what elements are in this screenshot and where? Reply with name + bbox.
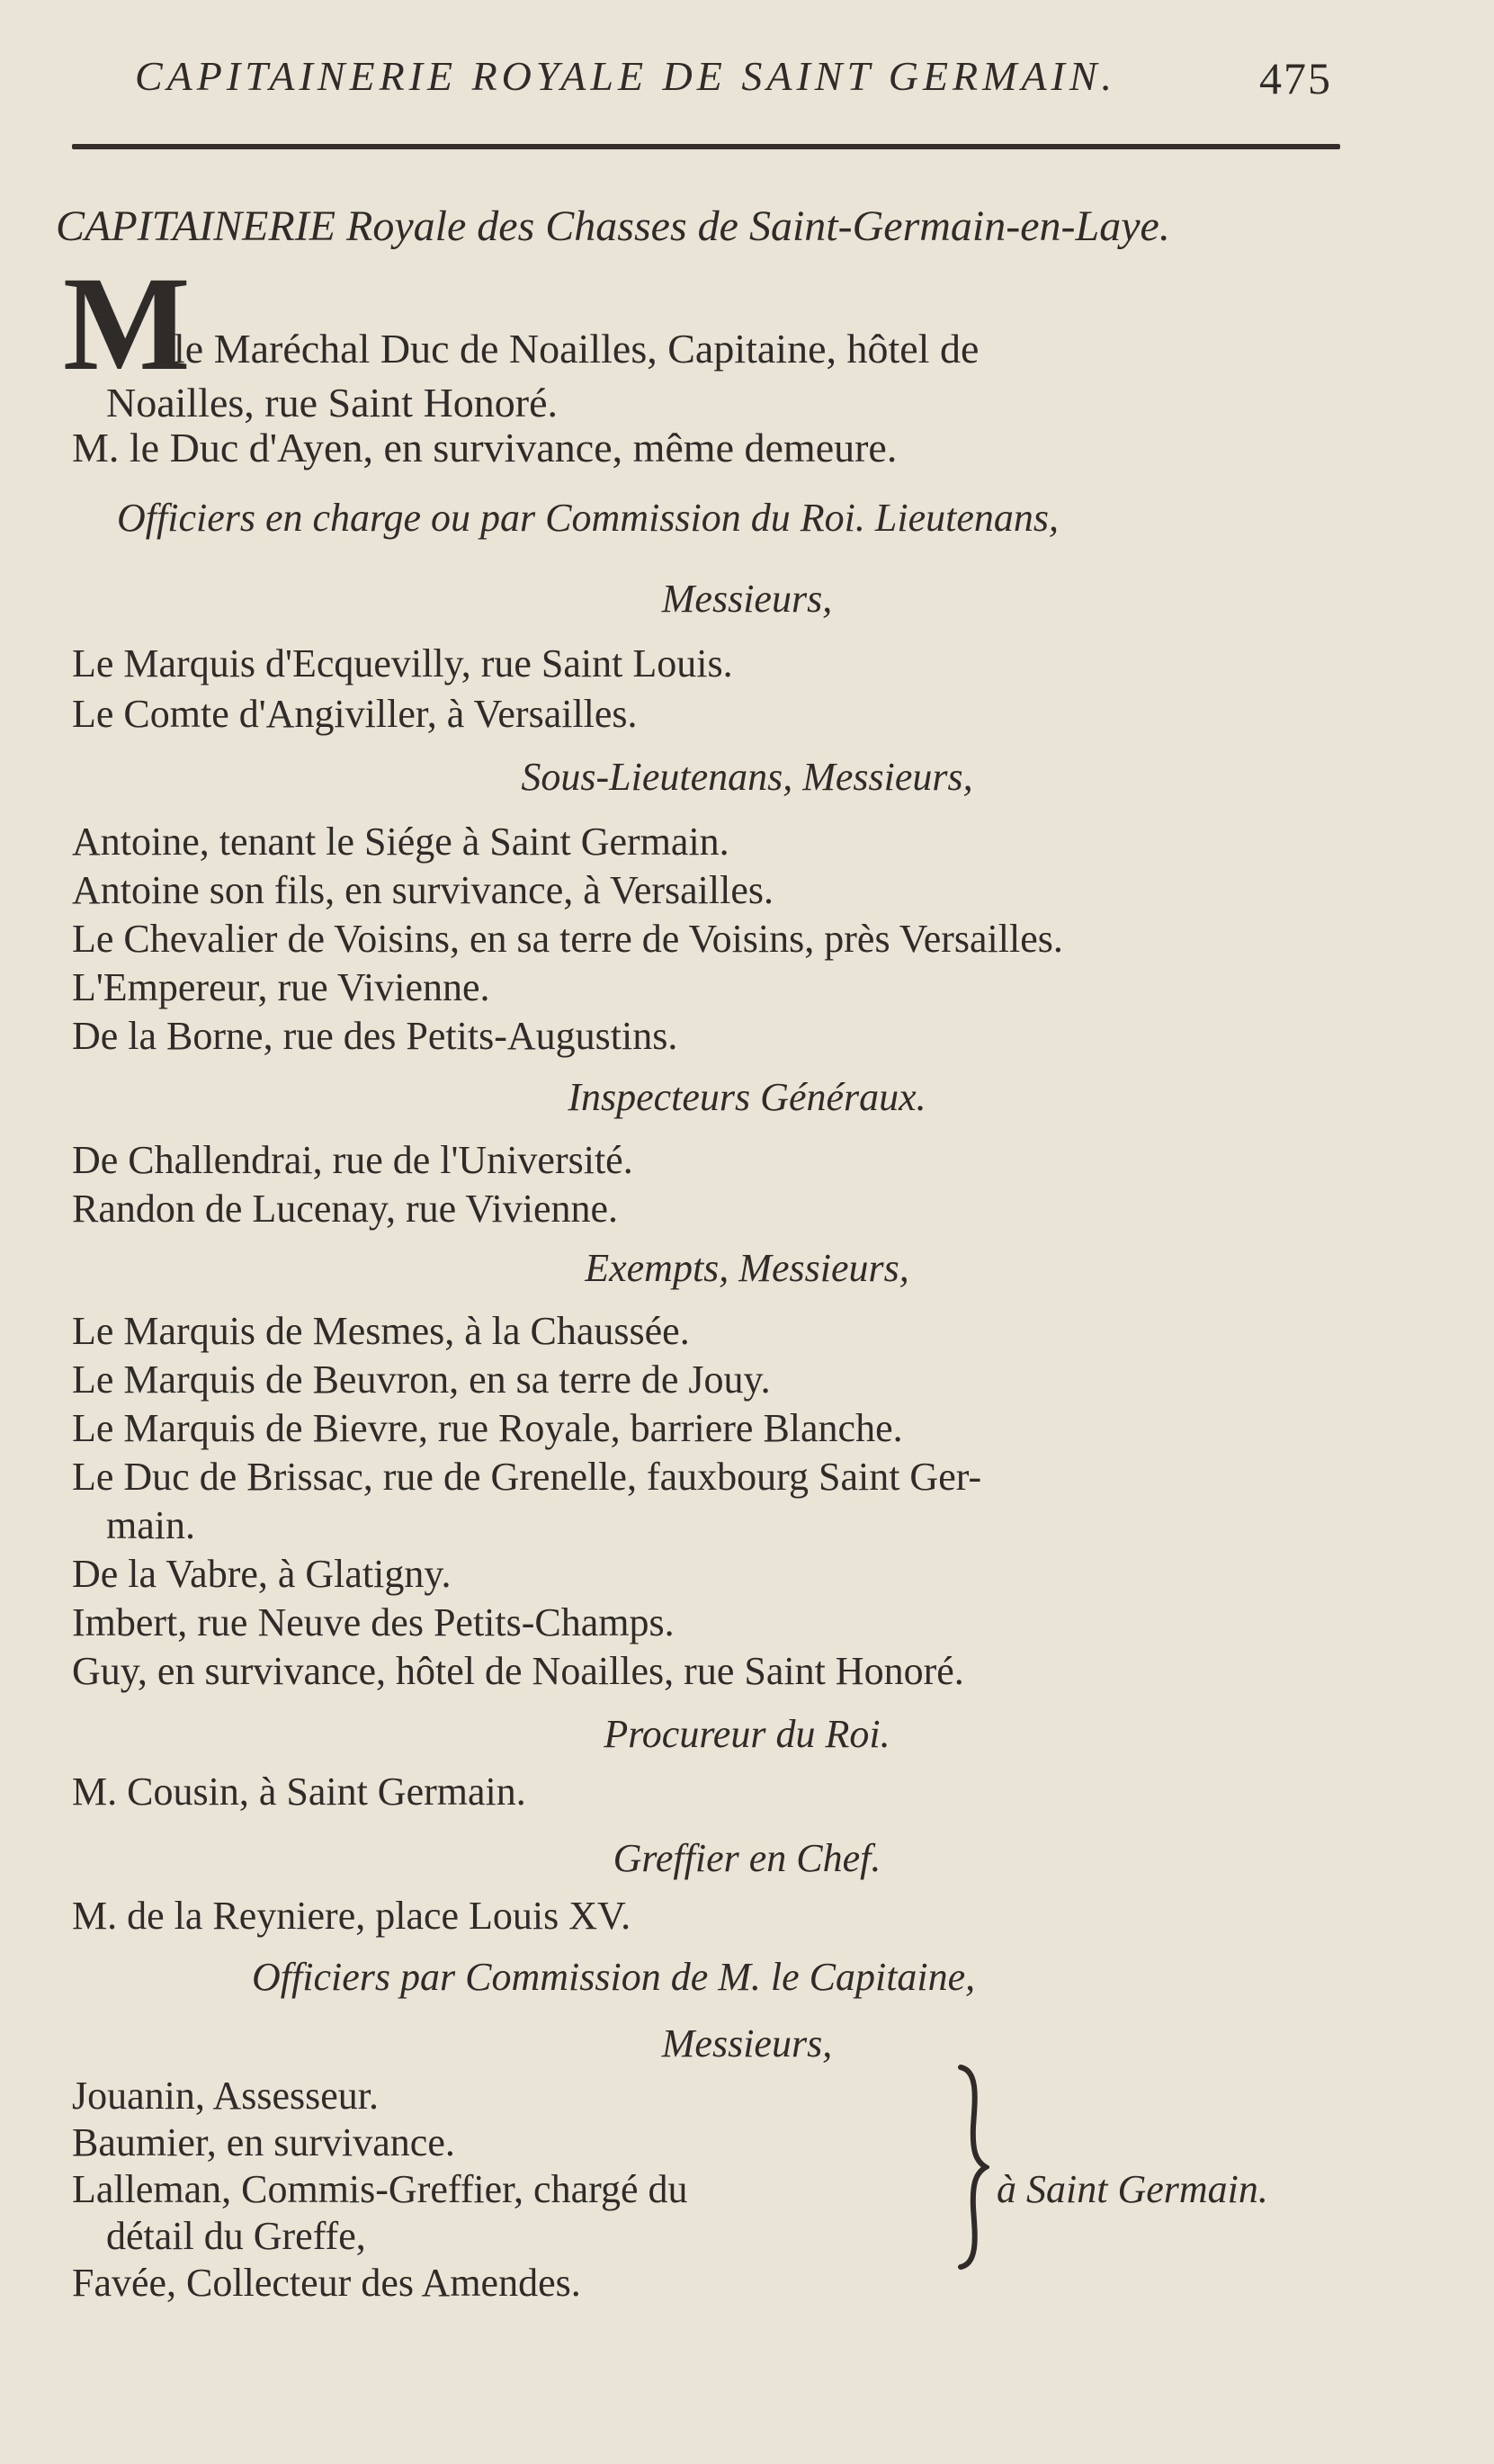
capitaine-line-1: . le Maréchal Duc de Noailles, Capitaine, hôtel de [153, 326, 980, 372]
exempt-item: Le Marquis de Mesmes, à la Chaussée. [72, 1309, 690, 1353]
messieurs-heading: Messieurs, [661, 577, 833, 621]
officiers-heading: Officiers en charge ou par Commission du Roi. Lieutenans, [117, 496, 1059, 540]
sous-lieutenant-item: Antoine, tenant le Siége à Saint Germain. [72, 820, 729, 864]
brace-label: à Saint Germain. [997, 2167, 1268, 2211]
header-rule [72, 144, 1340, 149]
sous-lieutenant-item: Antoine son fils, en survivance, à Versailles. [72, 868, 774, 912]
officier-item: Favée, Collecteur des Amendes. [72, 2261, 581, 2305]
sous-lieutenant-item: Le Chevalier de Voisins, en sa terre de Voisins, près Versailles. [72, 917, 1063, 961]
capitaine-officiers-heading: Officiers par Commission de M. le Capitaine, [252, 1955, 976, 1999]
capitaine-survivance: M. le Duc d'Ayen, en survivance, même demeure. [72, 425, 898, 470]
messieurs-heading-2: Messieurs, [661, 2021, 833, 2065]
exempts-heading: Exempts, Messieurs, [585, 1246, 909, 1290]
inspecteur-item: Randon de Lucenay, rue Vivienne. [72, 1187, 619, 1231]
capitaine-line-2: Noailles, rue Saint Honoré. [106, 380, 559, 426]
exempt-item: Le Marquis de Bievre, rue Royale, barriere Blanche. [72, 1406, 903, 1450]
procureur-heading: Procureur du Roi. [604, 1712, 890, 1756]
exempt-item: Le Marquis de Beuvron, en sa terre de Jouy. [72, 1357, 771, 1402]
greffier-item: M. de la Reyniere, place Louis XV. [72, 1894, 631, 1938]
right-brace-icon [955, 2064, 989, 2271]
lieutenant-item: Le Comte d'Angiviller, à Versailles. [72, 692, 638, 736]
page-number: 475 [1259, 53, 1332, 103]
inspecteurs-heading: Inspecteurs Généraux. [568, 1075, 926, 1119]
section-title: CAPITAINERIE Royale des Chasses de Saint-Germain-en-Laye. [56, 202, 1170, 250]
officier-item: Jouanin, Assesseur. [72, 2074, 379, 2118]
sous-lieutenant-item: L'Empereur, rue Vivienne. [72, 965, 490, 1009]
inspecteur-item: De Challendrai, rue de l'Université. [72, 1138, 633, 1182]
running-head: CAPITAINERIE ROYALE DE SAINT GERMAIN. [135, 53, 1117, 99]
drop-cap: M [63, 249, 191, 399]
exempt-item: De la Vabre, à Glatigny. [72, 1552, 452, 1596]
exempt-item-continuation: main. [106, 1503, 195, 1547]
lieutenant-item: Le Marquis d'Ecquevilly, rue Saint Louis. [72, 641, 733, 685]
officier-item-continuation: détail du Greffe, [106, 2214, 366, 2258]
exempt-item: Guy, en survivance, hôtel de Noailles, rue Saint Honoré. [72, 1649, 964, 1693]
procureur-item: M. Cousin, à Saint Germain. [72, 1770, 526, 1814]
officier-item: Baumier, en survivance. [72, 2120, 455, 2164]
greffier-heading: Greffier en Chef. [613, 1836, 881, 1880]
sous-lieutenans-heading: Sous-Lieutenans, Messieurs, [521, 755, 973, 799]
officier-item: Lalleman, Commis-Greffier, chargé du [72, 2167, 688, 2211]
exempt-item: Imbert, rue Neuve des Petits-Champs. [72, 1600, 675, 1644]
sous-lieutenant-item: De la Borne, rue des Petits-Augustins. [72, 1014, 678, 1058]
exempt-item: Le Duc de Brissac, rue de Grenelle, fauxbourg Saint Ger- [72, 1455, 982, 1499]
